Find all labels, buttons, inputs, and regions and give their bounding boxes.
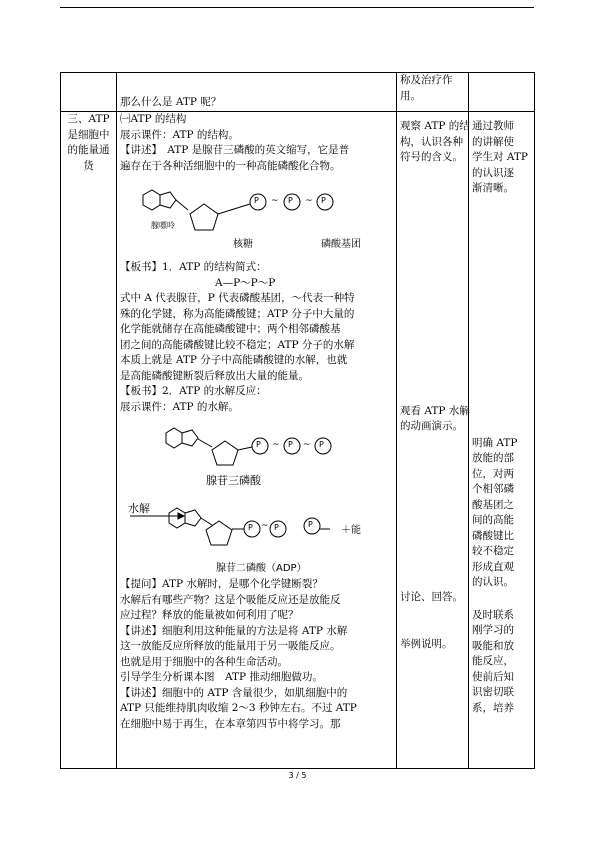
text-line: 展示课件：ATP 的结构。: [120, 128, 239, 141]
table-row: [61, 112, 535, 769]
page-number: 3 / 5: [288, 771, 307, 780]
text-line: 式中 A 代表腺苷，P 代表磷酸基团，～代表一种特: [120, 292, 355, 304]
formula-line: A—P～P～P: [215, 276, 276, 289]
text-line: 水解后有哪些产物？这是个吸能反应还是放能反: [120, 593, 341, 606]
intent-line: 位，对两: [472, 467, 514, 480]
top-rule: [60, 7, 534, 8]
high-energy-bond: ~: [272, 440, 280, 450]
intent-line: 系，培养: [472, 701, 514, 714]
section-label: 的能量通: [67, 144, 110, 156]
text-line: 化学能就储存在高能磷酸键中；两个相邻磷酸基: [120, 323, 341, 335]
text-line: 遍存在于各种活细胞中的一种高能磷酸化合物。: [120, 159, 341, 172]
intent-line: 学生对 ATP: [472, 151, 528, 163]
student-line: 举例说明。: [400, 638, 453, 650]
section-label-cell: [61, 112, 117, 769]
student-line: 观察 ATP 的结: [400, 120, 470, 132]
hydrolysis-label: 水解: [128, 502, 150, 515]
intent-line: 的认识逐: [472, 166, 514, 179]
text-line: 【讲述】细胞中的 ATP 含量很少，如肌细胞中的: [120, 686, 348, 699]
section-label: 是细胞中: [67, 128, 110, 141]
text-line: 【讲述】 ATP 是腺苷三磷酸的英文缩写，它是普: [120, 144, 350, 156]
intent-line: 能反应，: [472, 655, 514, 667]
intent-line: 间的高能: [472, 514, 514, 526]
high-energy-bond: ~: [305, 196, 313, 206]
text-line: 也就是用于细胞中的各种生命活动。: [120, 655, 288, 668]
content-cell: [117, 73, 397, 112]
atp-hydrolysis-diagram: [120, 415, 390, 577]
phosphate-label: P: [274, 523, 279, 532]
intent-line: 吸能和放: [472, 639, 514, 652]
intent-line: 较不稳定: [472, 545, 514, 557]
phosphate-label: P: [248, 523, 253, 532]
text-line: 本质上就是 ATP 分子中高能磷酸键的水解，也就: [120, 354, 348, 366]
intent-line: 明确 ATP: [472, 436, 518, 449]
intent-line: 磷酸键比: [472, 529, 514, 542]
text-line: ATP 只能维持肌肉收缩 2～3 秒钟左右。不过 ATP: [120, 702, 357, 714]
high-energy-bond: ~: [261, 521, 269, 531]
adenine-label: 腺嘌呤: [151, 221, 175, 230]
student-line: 构，认识各种: [400, 135, 463, 148]
student-line: 称及治疗作: [400, 74, 453, 86]
high-energy-bond: ~: [271, 196, 279, 206]
high-energy-bond: ~: [303, 440, 311, 450]
intent-line: 形成直观: [472, 560, 514, 573]
intent-line: 使前后知: [472, 670, 514, 683]
text-line: 引导学生分析课本图 ATP 推动细胞做功。: [120, 671, 323, 683]
text-line: 在细胞中易于再生，在本章第四节中将学习。那: [120, 717, 341, 730]
text-line: 团之间的高能磷酸键比较不稳定；ATP 分子的水解: [120, 338, 355, 351]
intent-line: 酸基团之: [472, 498, 514, 511]
text-line: 【讲述】细胞利用这种能量的方法是将 ATP 水解: [120, 624, 348, 637]
phosphate-group-label: 磷酸基团: [321, 239, 361, 250]
table-row: [61, 73, 535, 112]
student-line: 用。: [400, 89, 421, 102]
phosphate-label: P: [288, 440, 293, 449]
intent-line: 的讲解使: [472, 135, 514, 148]
text-line: 这一放能反应所释放的能量用于另一吸能反应。: [120, 640, 341, 652]
phosphate-label: P: [256, 440, 261, 449]
ribose-label: 核糖: [233, 239, 253, 250]
text-line: 应过程？释放的能量被如何利用了呢？: [120, 609, 299, 621]
text-line: 展示课件：ATP 的水解。: [120, 400, 239, 413]
lesson-table: [60, 72, 535, 769]
phosphate-label: P: [254, 196, 259, 205]
energy-label: ＋能: [341, 525, 361, 536]
phosphate-label: P: [319, 440, 324, 449]
atp-structure-figure: [120, 174, 393, 260]
text-line: 是高能磷酸键断裂后释放出大量的能量。: [120, 369, 309, 382]
content-cell: [117, 112, 397, 769]
student-line: 的动画演示。: [400, 420, 463, 432]
intent-line: 个相邻磷: [472, 483, 514, 495]
intent-cell: [469, 112, 535, 769]
section-label: 货: [83, 159, 94, 172]
text-line: 【板书】1．ATP 的结构简式：: [120, 261, 267, 273]
intent-cell: [469, 73, 535, 112]
text-line: 【板书】2．ATP 的水解反应：: [120, 385, 267, 397]
student-cell: [397, 112, 469, 769]
atp-label: 腺苷三磷酸: [206, 474, 261, 487]
intent-line: 渐清晰。: [472, 182, 514, 194]
intent-line: 及时联系: [472, 608, 514, 621]
intent-line: 的认识。: [472, 576, 514, 588]
text-line: 殊的化学键，称为高能磷酸键；ATP 分子中大量的: [120, 307, 355, 320]
phosphate-label: P: [321, 196, 326, 205]
student-line: 符号的含义。: [400, 151, 463, 163]
intent-line: 通过教师: [472, 120, 514, 132]
student-line: 讨论、回答。: [400, 590, 463, 603]
intent-line: 刚学习的: [472, 624, 514, 636]
phosphate-label: P: [308, 520, 313, 529]
phosphate-label: P: [288, 196, 293, 205]
section-label: 三、ATP: [67, 113, 110, 125]
student-line: 观看 ATP 水解: [400, 404, 470, 417]
text-line: 【提问】ATP 水解时，是哪个化学键断裂？: [120, 578, 323, 590]
atp-hydrolysis-figure: [120, 415, 393, 577]
student-cell: [397, 73, 469, 112]
intent-line: 放能的部: [472, 452, 514, 464]
label-cell: [61, 73, 117, 112]
intent-line: 识密切联: [472, 686, 514, 698]
question-line: 那么什么是 ATP 呢？: [120, 96, 222, 108]
adp-label: 腺苷二磷酸（ADP）: [216, 563, 307, 574]
text-line: ㈠ATP 的结构: [120, 113, 187, 125]
